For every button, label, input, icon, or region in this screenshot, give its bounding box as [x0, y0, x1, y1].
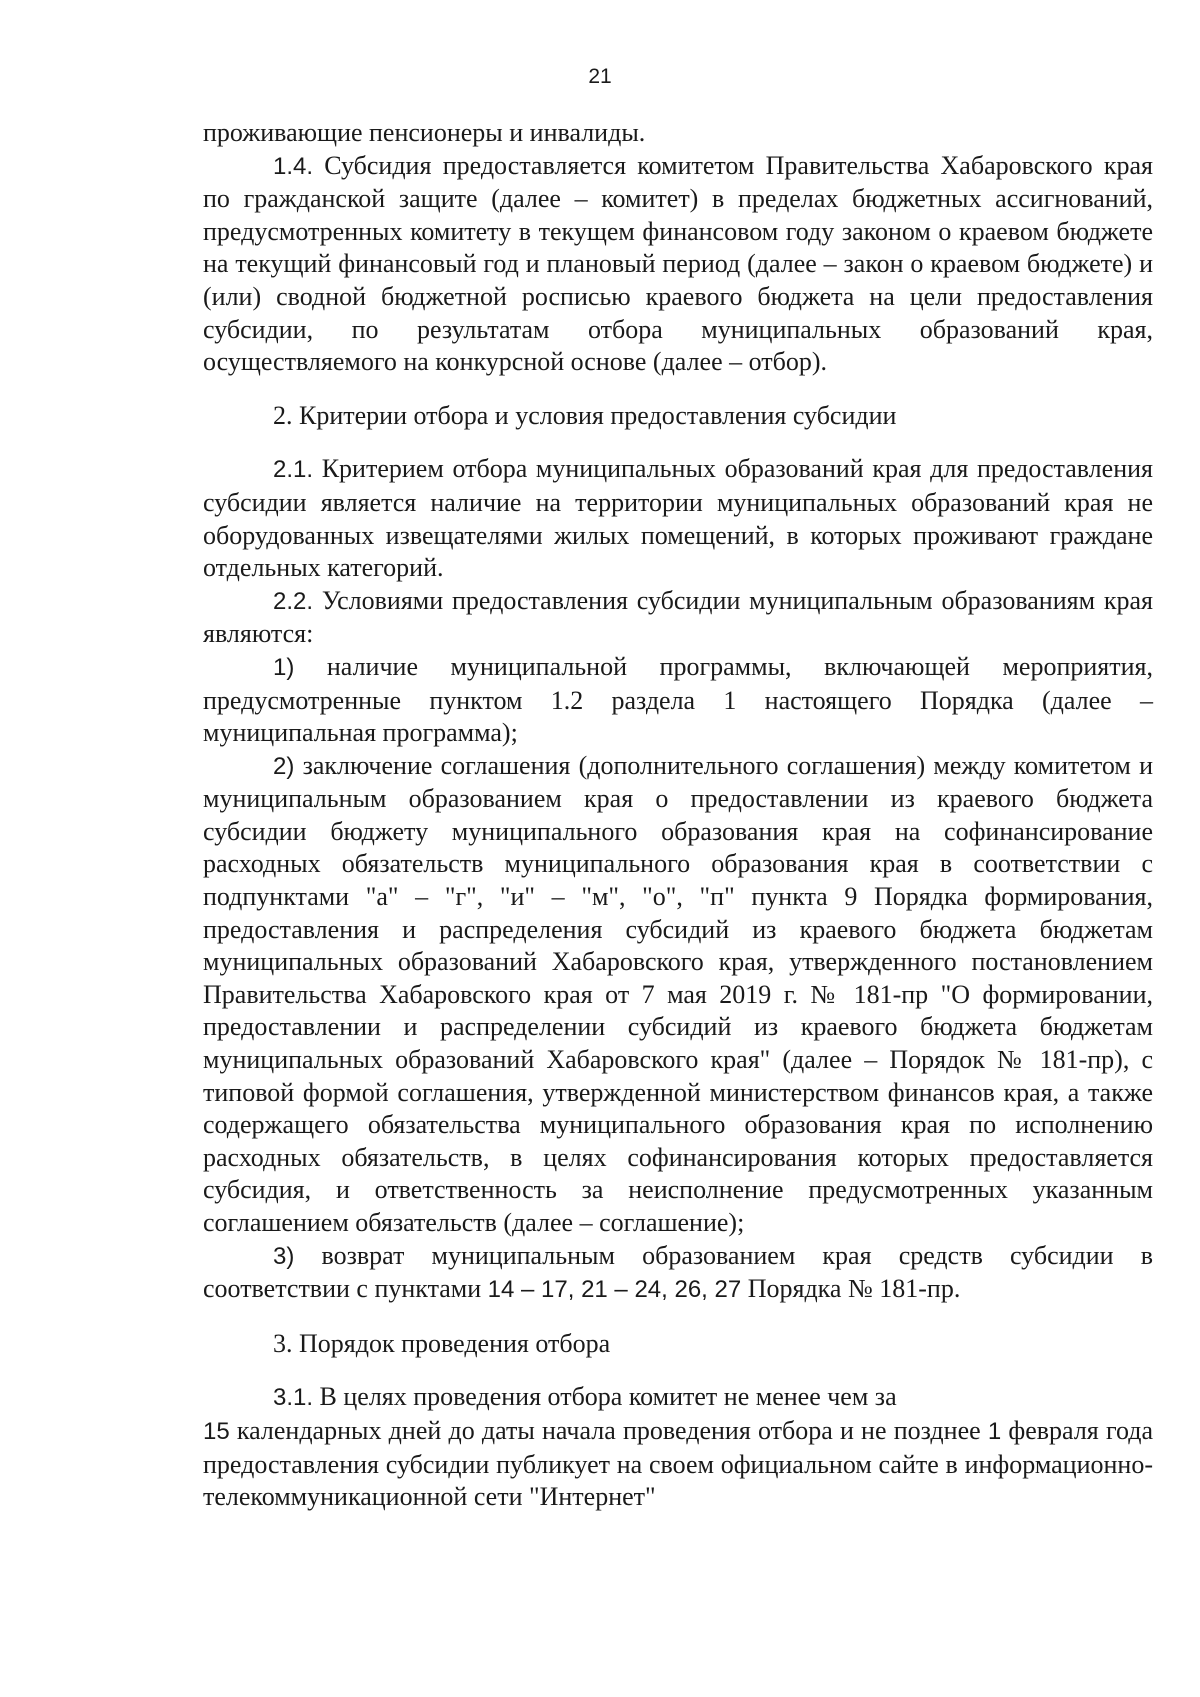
days-number: 15: [203, 1417, 230, 1445]
paragraph-1-4: [203, 150, 1153, 379]
paragraph-text: февраля года предоставления субсидии публикует на своем официальном сайте в информационно-телекоммуникационной сети "Интернет": [203, 1415, 1153, 1512]
section-heading-2: 2. Критерии отбора и условия предоставления субсидии: [273, 400, 897, 430]
section-heading-3: 3. Порядок проведения отбора: [273, 1328, 611, 1358]
paragraph-text: возврат муниципальным образованием края средств субсидии в соответствии с пунктами: [203, 1240, 1153, 1304]
item-number: 1): [273, 653, 295, 681]
clause-number: 3.1.: [273, 1384, 314, 1412]
paragraph-2-1: [203, 453, 1153, 584]
paragraph-text: заключение соглашения (дополнительного соглашения) между комитетом и муниципальным образованием края о предоставлении из краевого бюджета субсидии бюджету муниципального образования края на софинансирование расходных обязательств муниципального образования края в соответствии с подпунктами "а" – "г", "и" – "м", "о", "п" пункта 9 Порядка формирования, предоставления и распределения субсидий из краевого бюджета бюджетам муниципальных образований Хабаровского края, утвержденного постановлением Правительства Хабаровского края от 7 мая 2019 г. № 181-пр "О формировании, предоставлении и распределении субсидий из краевого бюджета бюджетам муниципальных образований Хабаровского края" (далее – Порядок № 181-пр), с типовой формой соглашения, утвержденной министерством финансов края, а также содержащего обязательства муниципального образования края по исполнению расходных обязательств, в целях софинансирования которых предоставляется субсидия, и ответственность за неисполнение предусмотренных указанным соглашением обязательств (далее – соглашение);: [203, 750, 1153, 1237]
point-numbers: 14 – 17, 21 – 24, 26, 27: [487, 1276, 742, 1304]
paragraph-text: Критерием отбора муниципальных образований края для предоставления субсидии является наличие на территории муниципальных образований края не оборудованных извещателями жилых помещений, в которых проживают граждане отдельных категорий.: [203, 454, 1153, 583]
paragraph-continuation: [203, 117, 1153, 150]
clause-number: 1.4.: [273, 152, 314, 180]
paragraph-3-1: [203, 1381, 1153, 1513]
paragraph-text: Условиями предоставления субсидии муниципальным образованиям края являются:: [203, 585, 1153, 649]
paragraph-text: проживающие пенсионеры и инвалиды.: [203, 118, 646, 147]
item-number: 2): [273, 752, 295, 780]
clause-number: 2.2.: [273, 587, 314, 615]
document-body: [203, 117, 1153, 1514]
date-number: 1: [987, 1417, 1002, 1445]
spacer: [203, 379, 1153, 400]
page-number: 21: [588, 65, 612, 88]
spacer: [203, 1307, 1153, 1328]
paragraph-text: В целях проведения отбора комитет не менее чем за: [313, 1382, 897, 1412]
paragraph-2-2: [203, 585, 1153, 651]
clause-number: 2.1.: [273, 456, 314, 484]
list-item-3: [203, 1240, 1153, 1307]
item-number: 3): [273, 1242, 295, 1270]
spacer: [203, 432, 1153, 453]
paragraph-text: Субсидия предоставляется комитетом Правительства Хабаровского края по гражданской защите (далее – комитет) в пределах бюджетных ассигнований, предусмотренных комитету в текущем финансовом году законом о краевом бюджете на текущий финансовый год и плановый период (далее – закон о краевом бюджете) и (или) сводной бюджетной росписью краевого бюджета на цели предоставления субсидии, по результатам отбора муниципальных образований края, осуществляемого на конкурсной основе (далее – отбор).: [203, 150, 1153, 377]
paragraph-text: наличие муниципальной программы, включающей мероприятия, предусмотренные пунктом 1.2 раздела 1 настоящего Порядка (далее – муниципальная программа);: [203, 651, 1153, 748]
paragraph-text: календарных дней до даты начала проведения отбора и не позднее: [229, 1415, 988, 1445]
list-item-2: [203, 750, 1153, 1240]
spacer: [203, 1360, 1153, 1381]
paragraph-text: Порядка № 181-пр.: [741, 1274, 961, 1304]
list-item-1: [203, 651, 1153, 750]
